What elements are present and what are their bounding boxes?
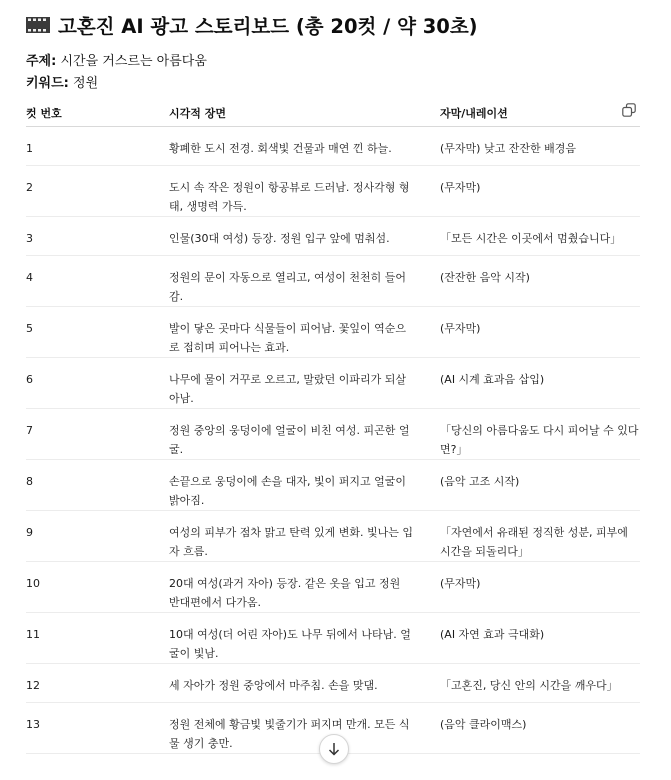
cut-number-cell: 4	[26, 271, 33, 284]
scene-cell: 나무에 물이 거꾸로 오르고, 말랐던 이파리가 되살아남.	[169, 373, 406, 405]
scene-cell: 정원 전체에 황금빛 빛줄기가 퍼지며 만개. 모든 식물 생기 충만.	[169, 718, 410, 750]
theme-label: 주제:	[26, 54, 57, 69]
caption-cell: (무자막)	[440, 577, 481, 590]
caption-cell: 「당신의 아름다움도 다시 피어날 수 있다면?」	[440, 424, 639, 456]
scene-cell: 20대 여성(과거 자아) 등장. 같은 옷을 입고 정원 반대편에서 다가옴.	[169, 577, 401, 609]
scene-cell: 황폐한 도시 전경. 회색빛 건물과 매연 낀 하늘.	[169, 142, 392, 155]
caption-cell: (AI 시계 효과음 삽입)	[440, 373, 545, 386]
header-caption: 자막/내레이션	[440, 107, 508, 120]
theme-line	[26, 50, 207, 69]
cut-number-cell: 6	[26, 373, 33, 386]
cut-number-cell: 11	[26, 628, 40, 641]
table-row	[26, 511, 640, 562]
theme-value: 시간을 거스르는 아름다움	[60, 54, 207, 69]
caption-cell: (잔잔한 음악 시작)	[440, 271, 530, 284]
scene-cell: 손끝으로 웅덩이에 손을 대자, 빛이 퍼지고 얼굴이 밝아짐.	[169, 475, 406, 507]
caption-cell: 「고혼진, 당신 안의 시간을 깨우다」	[440, 679, 618, 692]
cut-number-cell: 12	[26, 679, 40, 692]
cut-number-cell: 8	[26, 475, 33, 488]
caption-cell: 「모든 시간은 이곳에서 멈췄습니다」	[440, 232, 622, 245]
table-row	[26, 127, 640, 166]
header-visual-scene: 시각적 장면	[169, 107, 226, 120]
cut-number-cell: 1	[26, 142, 33, 155]
title-text: 고혼진 AI 광고 스토리보드 (총 20컷 / 약 30초)	[58, 15, 478, 38]
arrow-down-icon	[328, 742, 340, 756]
cut-number-cell: 9	[26, 526, 33, 539]
scene-cell: 세 자아가 정원 중앙에서 마주침. 손을 맞댐.	[169, 679, 378, 692]
cut-number-cell: 3	[26, 232, 33, 245]
caption-cell: (무자막) 낮고 잔잔한 배경음	[440, 142, 576, 155]
table-row	[26, 358, 640, 409]
keyword-line	[26, 72, 98, 91]
table-row	[26, 409, 640, 460]
table-header	[26, 96, 640, 127]
table-row	[26, 664, 640, 703]
table-row	[26, 562, 640, 613]
scroll-down-button[interactable]	[319, 734, 349, 764]
caption-cell: (무자막)	[440, 322, 481, 335]
scene-cell: 인물(30대 여성) 등장. 정원 입구 앞에 멈춰섬.	[169, 232, 390, 245]
table-row	[26, 217, 640, 256]
keyword-value: 정원	[73, 76, 99, 91]
caption-cell: (AI 자연 효과 극대화)	[440, 628, 545, 641]
keyword-label: 키워드:	[26, 76, 69, 91]
table-row	[26, 256, 640, 307]
caption-cell: (음악 고조 시작)	[440, 475, 520, 488]
film-icon	[26, 15, 50, 35]
scene-cell: 정원 중앙의 웅덩이에 얼굴이 비친 여성. 피곤한 얼굴.	[169, 424, 410, 456]
caption-cell: 「자연에서 유래된 정직한 성분, 피부에 시간을 되돌리다」	[440, 526, 628, 558]
cut-number-cell: 10	[26, 577, 40, 590]
caption-cell: (음악 클라이맥스)	[440, 718, 527, 731]
caption-cell: (무자막)	[440, 181, 481, 194]
cut-number-cell: 5	[26, 322, 33, 335]
cut-number-cell: 2	[26, 181, 33, 194]
header-cut-number: 컷 번호	[26, 107, 62, 120]
scene-cell: 도시 속 작은 정원이 항공뷰로 드러남. 정사각형 형태, 생명력 가득.	[169, 181, 410, 213]
table-row	[26, 613, 640, 664]
page-title	[26, 11, 478, 39]
table-row	[26, 307, 640, 358]
scene-cell: 여성의 피부가 점차 맑고 탄력 있게 변화. 빛나는 입자 흐름.	[169, 526, 413, 558]
table-row	[26, 166, 640, 217]
scene-cell: 10대 여성(더 어린 자아)도 나무 뒤에서 나타남. 얼굴이 빛남.	[169, 628, 411, 660]
cut-number-cell: 7	[26, 424, 33, 437]
copy-icon[interactable]	[622, 103, 636, 117]
storyboard-table	[26, 96, 640, 754]
scene-cell: 정원의 문이 자동으로 열리고, 여성이 천천히 들어감.	[169, 271, 406, 303]
scene-cell: 발이 닿은 곳마다 식물들이 피어남. 꽃잎이 역순으로 접히며 피어나는 효과.	[169, 322, 406, 354]
cut-number-cell: 13	[26, 718, 40, 731]
table-row	[26, 460, 640, 511]
